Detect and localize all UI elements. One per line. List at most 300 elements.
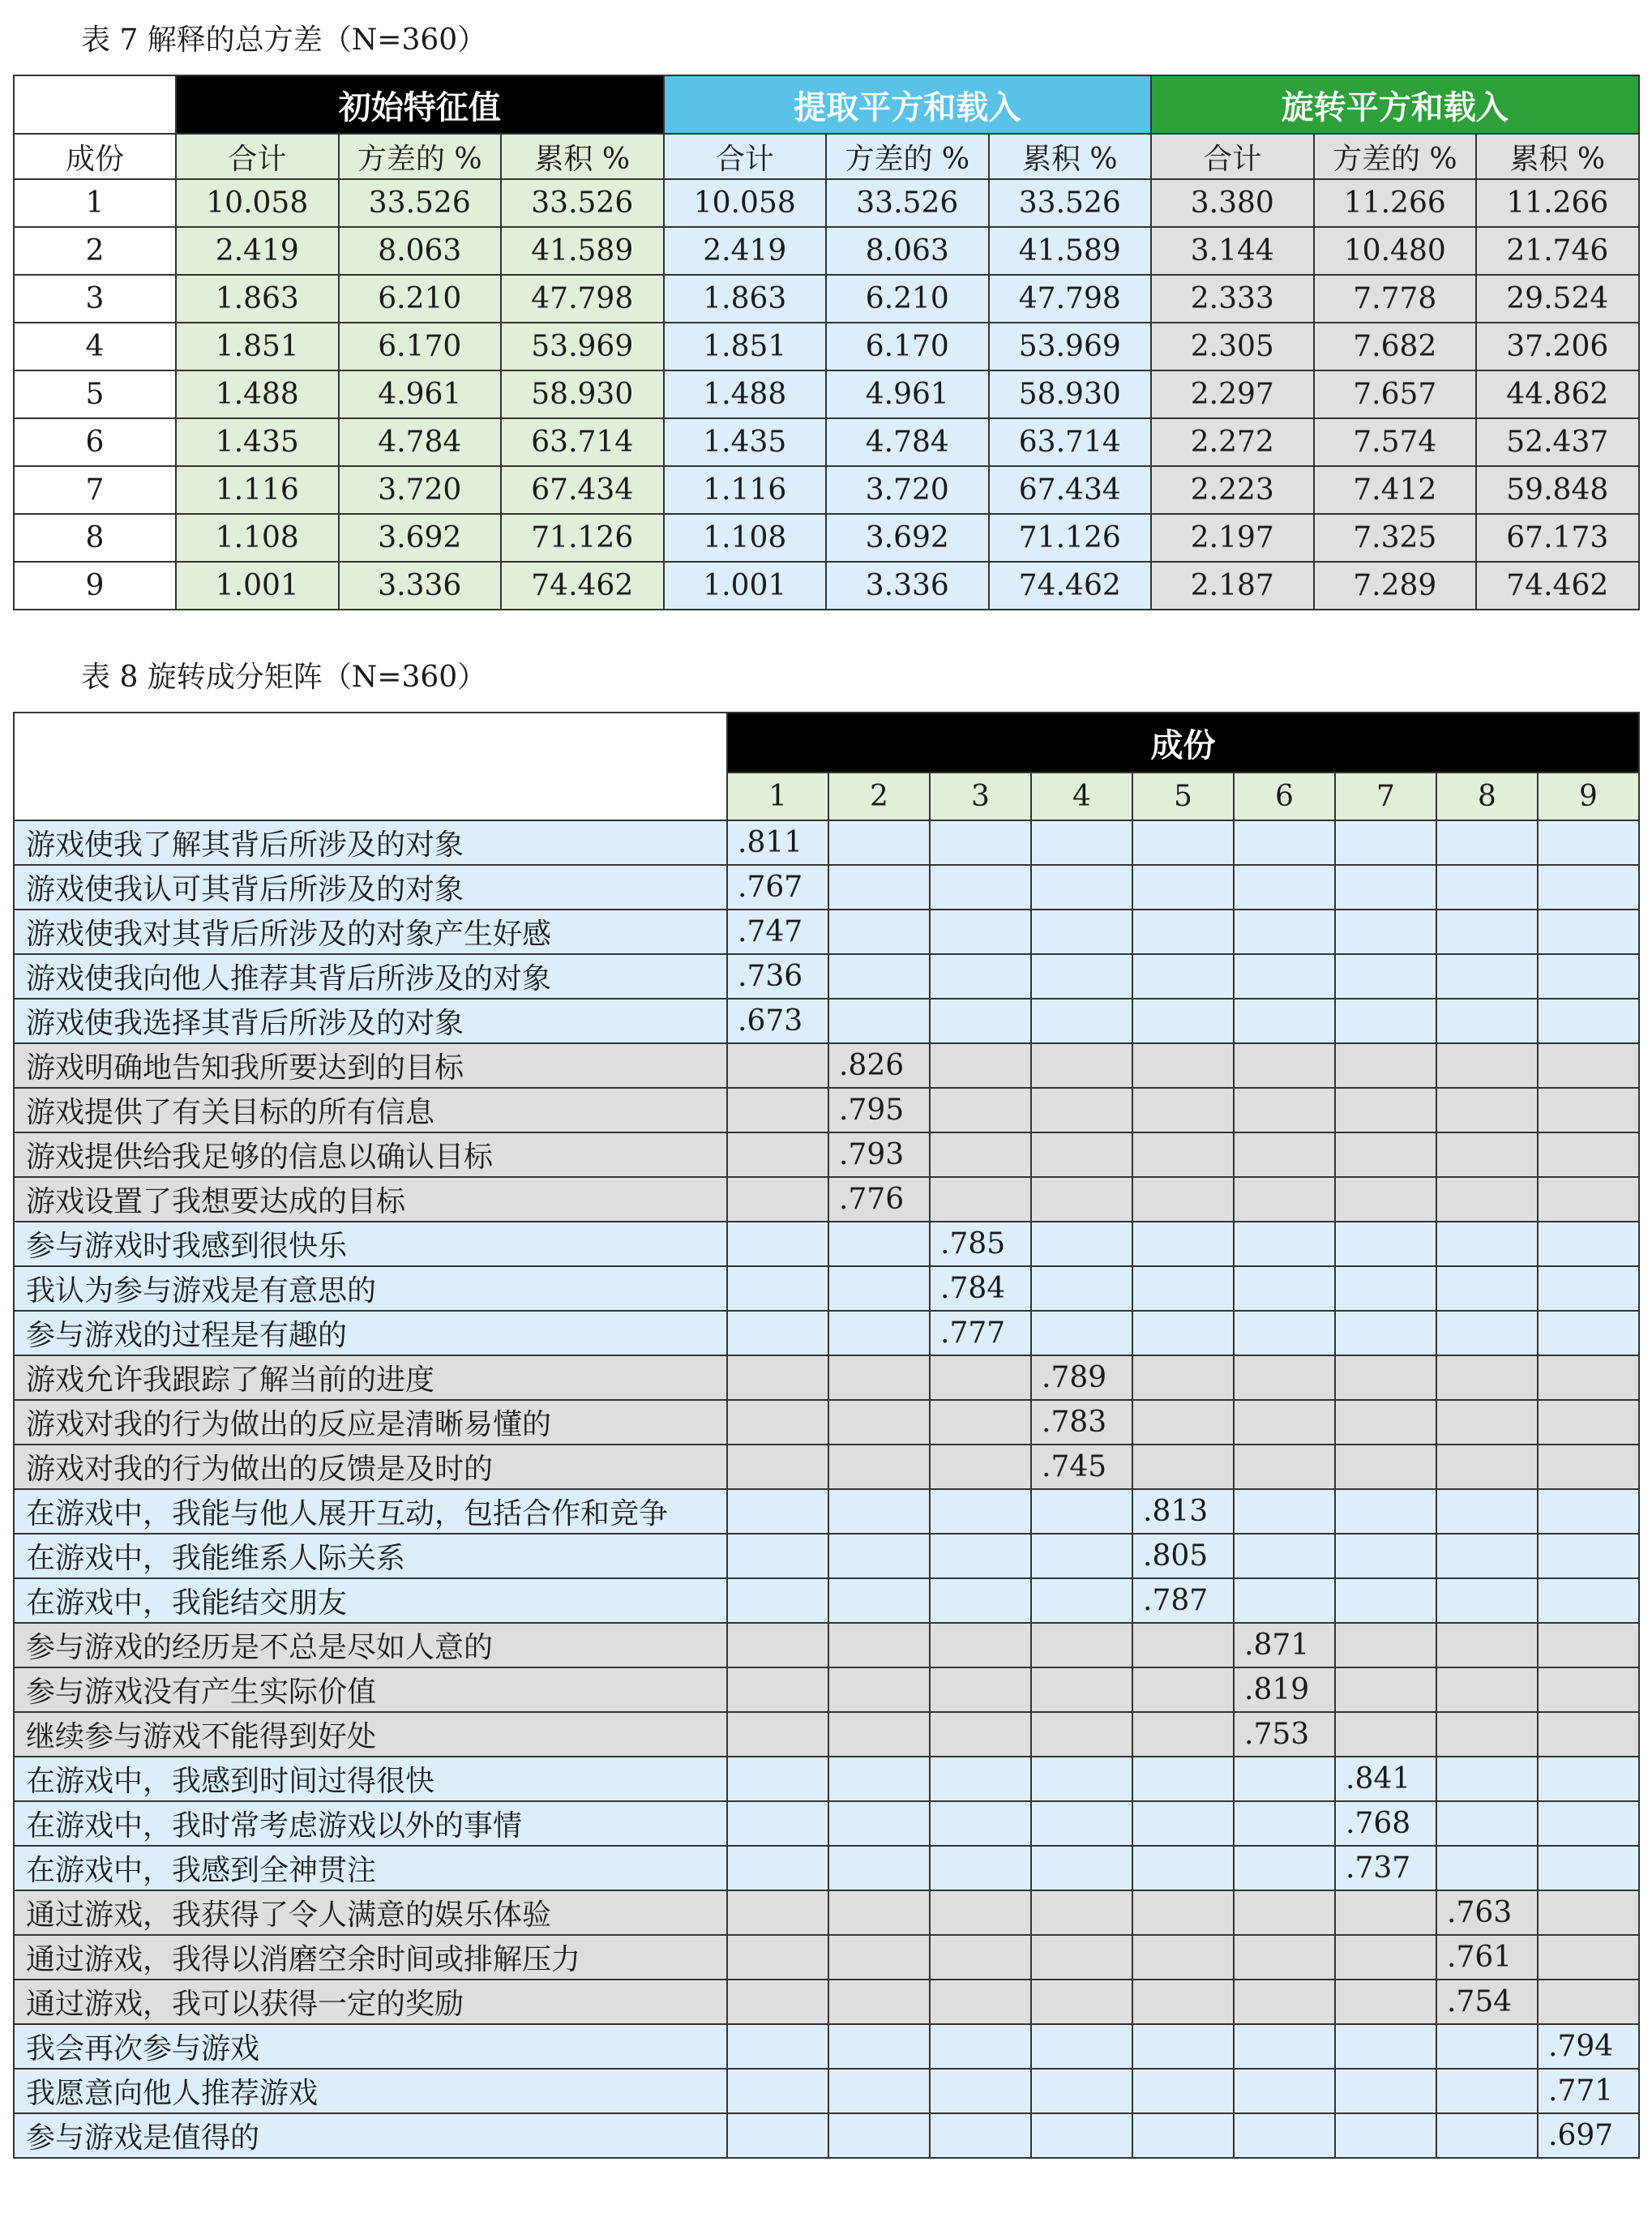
value-cell: 8.063 bbox=[339, 227, 502, 275]
empty-cell bbox=[727, 1534, 828, 1578]
empty-cell bbox=[1234, 2113, 1335, 2158]
table-row bbox=[14, 1623, 1639, 1667]
value-cell: 3.144 bbox=[1151, 227, 1314, 275]
subheader-cell: 累积 % bbox=[989, 134, 1152, 179]
empty-cell bbox=[1234, 1043, 1335, 1088]
empty-cell bbox=[727, 1712, 828, 1757]
empty-cell bbox=[828, 1980, 930, 2024]
value-cell: 74.462 bbox=[1476, 562, 1639, 610]
empty-cell bbox=[1335, 1489, 1436, 1534]
empty-cell bbox=[1132, 1445, 1234, 1489]
empty-cell bbox=[930, 1846, 1031, 1890]
subheader-cell: 合计 bbox=[664, 134, 827, 179]
value-cell: 3.336 bbox=[826, 562, 989, 610]
empty-cell bbox=[1538, 910, 1639, 954]
empty-cell bbox=[1234, 865, 1335, 910]
value-cell: 1.435 bbox=[664, 418, 827, 466]
empty-cell bbox=[930, 2024, 1031, 2069]
empty-cell bbox=[1031, 1534, 1132, 1578]
empty-cell bbox=[1031, 1757, 1132, 1801]
value-cell: 2.223 bbox=[1151, 466, 1314, 514]
empty-cell bbox=[1031, 2024, 1132, 2069]
empty-cell bbox=[727, 1846, 828, 1890]
empty-cell bbox=[828, 1355, 930, 1400]
item-text: 游戏允许我跟踪了解当前的进度 bbox=[14, 1355, 727, 1400]
table-row bbox=[14, 1935, 1639, 1980]
value-cell: 59.848 bbox=[1476, 466, 1639, 514]
empty-cell bbox=[1436, 2024, 1538, 2069]
empty-cell bbox=[727, 2113, 828, 2158]
empty-cell bbox=[930, 1177, 1031, 1222]
empty-cell bbox=[1436, 1132, 1538, 1177]
item-text: 游戏明确地告知我所要达到的目标 bbox=[14, 1043, 727, 1088]
empty-cell bbox=[828, 1623, 930, 1667]
table-row bbox=[14, 1088, 1639, 1132]
value-cell: 1.488 bbox=[664, 370, 827, 418]
value-cell: 7.412 bbox=[1314, 466, 1477, 514]
item-text: 继续参与游戏不能得到好处 bbox=[14, 1712, 727, 1757]
empty-cell bbox=[1538, 1445, 1639, 1489]
empty-cell bbox=[828, 1400, 930, 1445]
empty-cell bbox=[1031, 999, 1132, 1043]
loading-value: .789 bbox=[1031, 1355, 1132, 1400]
empty-cell bbox=[828, 865, 930, 910]
value-cell: 33.526 bbox=[989, 179, 1152, 227]
empty-cell bbox=[1436, 1088, 1538, 1132]
empty-cell bbox=[930, 1801, 1031, 1846]
empty-cell bbox=[1436, 2069, 1538, 2113]
item-text: 游戏提供给我足够的信息以确认目标 bbox=[14, 1132, 727, 1177]
empty-cell bbox=[1031, 954, 1132, 999]
value-cell: 47.798 bbox=[989, 275, 1152, 323]
empty-cell bbox=[1436, 1177, 1538, 1222]
value-cell: 3.720 bbox=[339, 466, 502, 514]
component-number: 7 bbox=[1335, 773, 1436, 820]
empty-cell bbox=[1335, 1935, 1436, 1980]
loading-value: .777 bbox=[930, 1311, 1031, 1355]
empty-cell bbox=[828, 1846, 930, 1890]
empty-cell bbox=[1538, 999, 1639, 1043]
item-text: 我愿意向他人推荐游戏 bbox=[14, 2069, 727, 2113]
component-number: 8 bbox=[1436, 773, 1538, 820]
table-row bbox=[14, 1534, 1639, 1578]
empty-cell bbox=[1538, 1266, 1639, 1311]
value-cell: 6.210 bbox=[339, 275, 502, 323]
empty-cell bbox=[1436, 1311, 1538, 1355]
loading-value: .697 bbox=[1538, 2113, 1639, 2158]
table-row bbox=[14, 2069, 1639, 2113]
value-cell: 7.682 bbox=[1314, 323, 1477, 370]
value-cell: 37.206 bbox=[1476, 323, 1639, 370]
empty-cell bbox=[828, 910, 930, 954]
empty-cell bbox=[1436, 1489, 1538, 1534]
value-cell: 29.524 bbox=[1476, 275, 1639, 323]
empty-cell bbox=[1132, 2024, 1234, 2069]
item-text: 通过游戏，我可以获得一定的奖励 bbox=[14, 1980, 727, 2024]
value-cell: 1.108 bbox=[664, 514, 827, 562]
value-cell: 21.746 bbox=[1476, 227, 1639, 275]
empty-cell bbox=[828, 1222, 930, 1266]
empty-cell bbox=[1132, 1266, 1234, 1311]
empty-cell bbox=[828, 1311, 930, 1355]
loading-value: .754 bbox=[1436, 1980, 1538, 2024]
empty-cell bbox=[1538, 1578, 1639, 1623]
empty-cell bbox=[1234, 1846, 1335, 1890]
item-text: 在游戏中，我能维系人际关系 bbox=[14, 1534, 727, 1578]
empty-cell bbox=[1335, 1088, 1436, 1132]
empty-cell bbox=[727, 1311, 828, 1355]
value-cell: 74.462 bbox=[989, 562, 1152, 610]
loading-value: .794 bbox=[1538, 2024, 1639, 2069]
empty-cell bbox=[1234, 2024, 1335, 2069]
empty-cell bbox=[1538, 1177, 1639, 1222]
empty-cell bbox=[1031, 1177, 1132, 1222]
empty-cell bbox=[1538, 1667, 1639, 1712]
empty-cell bbox=[1436, 2113, 1538, 2158]
empty-cell bbox=[727, 1177, 828, 1222]
component-number: 3 bbox=[14, 275, 176, 323]
value-cell: 2.297 bbox=[1151, 370, 1314, 418]
empty-cell bbox=[727, 1400, 828, 1445]
empty-cell bbox=[1335, 954, 1436, 999]
item-text: 在游戏中，我时常考虑游戏以外的事情 bbox=[14, 1801, 727, 1846]
empty-cell bbox=[727, 1132, 828, 1177]
empty-cell bbox=[1335, 1222, 1436, 1266]
component-header: 成份 bbox=[14, 134, 176, 179]
component-number: 6 bbox=[1234, 773, 1335, 820]
loading-value: .745 bbox=[1031, 1445, 1132, 1489]
component-number: 9 bbox=[1538, 773, 1639, 820]
empty-cell bbox=[727, 1445, 828, 1489]
empty-cell bbox=[1234, 1222, 1335, 1266]
value-cell: 33.526 bbox=[826, 179, 989, 227]
empty-cell bbox=[1335, 1623, 1436, 1667]
empty-cell bbox=[828, 1801, 930, 1846]
loading-value: .763 bbox=[1436, 1890, 1538, 1935]
empty-cell bbox=[828, 1890, 930, 1935]
empty-cell bbox=[727, 1980, 828, 2024]
empty-cell bbox=[1538, 1489, 1639, 1534]
value-cell: 3.720 bbox=[826, 466, 989, 514]
empty-cell bbox=[1031, 1088, 1132, 1132]
component-number: 9 bbox=[14, 562, 176, 610]
value-cell: 1.863 bbox=[176, 275, 339, 323]
item-text: 通过游戏，我得以消磨空余时间或排解压力 bbox=[14, 1935, 727, 1980]
empty-cell bbox=[1436, 1757, 1538, 1801]
value-cell: 10.480 bbox=[1314, 227, 1477, 275]
empty-cell bbox=[1132, 1132, 1234, 1177]
value-cell: 2.197 bbox=[1151, 514, 1314, 562]
empty-cell bbox=[1031, 910, 1132, 954]
table-row bbox=[14, 910, 1639, 954]
value-cell: 33.526 bbox=[339, 179, 502, 227]
empty-cell bbox=[828, 1534, 930, 1578]
empty-cell bbox=[930, 1757, 1031, 1801]
table-row bbox=[14, 1177, 1639, 1222]
empty-cell bbox=[1031, 1623, 1132, 1667]
loading-value: .767 bbox=[727, 865, 828, 910]
subheader-cell: 累积 % bbox=[1476, 134, 1639, 179]
empty-cell bbox=[1436, 1534, 1538, 1578]
empty-cell bbox=[1132, 2069, 1234, 2113]
value-cell: 3.692 bbox=[339, 514, 502, 562]
value-cell: 2.419 bbox=[664, 227, 827, 275]
empty-cell bbox=[1132, 820, 1234, 865]
empty-cell bbox=[1132, 1623, 1234, 1667]
empty-cell bbox=[1031, 1980, 1132, 2024]
empty-cell bbox=[1335, 1177, 1436, 1222]
empty-cell bbox=[1335, 1132, 1436, 1177]
value-cell: 4.784 bbox=[339, 418, 502, 466]
loading-value: .841 bbox=[1335, 1757, 1436, 1801]
table-row bbox=[14, 1712, 1639, 1757]
empty-cell bbox=[1234, 2069, 1335, 2113]
value-cell: 4.961 bbox=[826, 370, 989, 418]
component-number: 2 bbox=[828, 773, 930, 820]
empty-cell bbox=[1335, 999, 1436, 1043]
empty-cell bbox=[1436, 1712, 1538, 1757]
empty-cell bbox=[1132, 1311, 1234, 1355]
empty-cell bbox=[930, 1445, 1031, 1489]
empty-cell bbox=[1335, 820, 1436, 865]
empty-cell bbox=[1031, 1266, 1132, 1311]
table-row bbox=[14, 1667, 1639, 1712]
empty-cell bbox=[727, 1801, 828, 1846]
empty-cell bbox=[1335, 1445, 1436, 1489]
value-cell: 71.126 bbox=[501, 514, 664, 562]
empty-cell bbox=[1436, 1400, 1538, 1445]
value-cell: 41.589 bbox=[989, 227, 1152, 275]
value-cell: 4.961 bbox=[339, 370, 502, 418]
empty-cell bbox=[1132, 1043, 1234, 1088]
empty-cell bbox=[1538, 1355, 1639, 1400]
table-row bbox=[14, 1846, 1639, 1890]
table-row bbox=[14, 370, 1639, 418]
empty-cell bbox=[1335, 2024, 1436, 2069]
item-text: 参与游戏的经历是不总是尽如人意的 bbox=[14, 1623, 727, 1667]
value-cell: 67.434 bbox=[989, 466, 1152, 514]
empty-cell bbox=[1234, 1445, 1335, 1489]
empty-cell bbox=[1436, 910, 1538, 954]
value-cell: 1.001 bbox=[176, 562, 339, 610]
value-cell: 33.526 bbox=[501, 179, 664, 227]
item-text: 游戏使我选择其背后所涉及的对象 bbox=[14, 999, 727, 1043]
empty-cell bbox=[1234, 954, 1335, 999]
table-row bbox=[14, 1890, 1639, 1935]
empty-cell bbox=[1436, 865, 1538, 910]
value-cell: 3.380 bbox=[1151, 179, 1314, 227]
loading-value: .783 bbox=[1031, 1400, 1132, 1445]
empty-cell bbox=[1335, 2113, 1436, 2158]
table-row bbox=[14, 466, 1639, 514]
empty-cell bbox=[1031, 2069, 1132, 2113]
item-text: 参与游戏是值得的 bbox=[14, 2113, 727, 2158]
table-row bbox=[14, 179, 1639, 227]
item-text: 在游戏中，我能与他人展开互动，包括合作和竞争 bbox=[14, 1489, 727, 1534]
item-text: 游戏使我对其背后所涉及的对象产生好感 bbox=[14, 910, 727, 954]
empty-cell bbox=[1335, 1890, 1436, 1935]
empty-cell bbox=[1335, 865, 1436, 910]
value-cell: 71.126 bbox=[989, 514, 1152, 562]
empty-cell bbox=[828, 954, 930, 999]
table-row bbox=[14, 1132, 1639, 1177]
subheader-cell: 方差的 % bbox=[826, 134, 989, 179]
empty-cell bbox=[727, 1623, 828, 1667]
value-cell: 53.969 bbox=[989, 323, 1152, 370]
value-cell: 1.851 bbox=[176, 323, 339, 370]
loading-value: .753 bbox=[1234, 1712, 1335, 1757]
loading-value: .805 bbox=[1132, 1534, 1234, 1578]
empty-cell bbox=[1132, 954, 1234, 999]
group-header-extraction: 提取平方和载入 bbox=[664, 75, 1152, 134]
loading-value: .737 bbox=[1335, 1846, 1436, 1890]
empty-cell bbox=[1538, 1935, 1639, 1980]
empty-cell bbox=[828, 1757, 930, 1801]
value-cell: 44.862 bbox=[1476, 370, 1639, 418]
empty-cell bbox=[1335, 1578, 1436, 1623]
empty-cell bbox=[1031, 1712, 1132, 1757]
value-cell: 6.170 bbox=[339, 323, 502, 370]
subheader-cell: 合计 bbox=[176, 134, 339, 179]
empty-cell bbox=[930, 1890, 1031, 1935]
empty-cell bbox=[1031, 1801, 1132, 1846]
empty-cell bbox=[727, 1489, 828, 1534]
table-row bbox=[14, 1578, 1639, 1623]
empty-cell bbox=[1436, 1801, 1538, 1846]
empty-cell bbox=[930, 910, 1031, 954]
empty-cell bbox=[1538, 1132, 1639, 1177]
table-row bbox=[14, 2024, 1639, 2069]
item-text: 游戏使我向他人推荐其背后所涉及的对象 bbox=[14, 954, 727, 999]
value-cell: 67.173 bbox=[1476, 514, 1639, 562]
empty-cell bbox=[1234, 910, 1335, 954]
empty-cell bbox=[727, 2024, 828, 2069]
empty-cell bbox=[1436, 999, 1538, 1043]
empty-cell bbox=[1234, 1534, 1335, 1578]
empty-cell bbox=[727, 1935, 828, 1980]
empty-cell bbox=[1335, 1266, 1436, 1311]
empty-cell bbox=[1031, 1578, 1132, 1623]
empty-cell bbox=[727, 1667, 828, 1712]
empty-cell bbox=[1335, 1667, 1436, 1712]
corner-cell bbox=[14, 713, 727, 820]
empty-cell bbox=[1132, 1355, 1234, 1400]
empty-cell bbox=[1436, 1043, 1538, 1088]
empty-cell bbox=[1031, 2113, 1132, 2158]
empty-cell bbox=[828, 2113, 930, 2158]
value-cell: 7.574 bbox=[1314, 418, 1477, 466]
empty-cell bbox=[1335, 2069, 1436, 2113]
rotated-component-matrix bbox=[13, 712, 1640, 2159]
value-cell: 4.784 bbox=[826, 418, 989, 466]
value-cell: 11.266 bbox=[1476, 179, 1639, 227]
value-cell: 7.657 bbox=[1314, 370, 1477, 418]
value-cell: 1.435 bbox=[176, 418, 339, 466]
empty-cell bbox=[1234, 1311, 1335, 1355]
loading-value: .813 bbox=[1132, 1489, 1234, 1534]
table-row bbox=[14, 1489, 1639, 1534]
item-text: 我认为参与游戏是有意思的 bbox=[14, 1266, 727, 1311]
component-number: 8 bbox=[14, 514, 176, 562]
loading-value: .784 bbox=[930, 1266, 1031, 1311]
empty-cell bbox=[1132, 1890, 1234, 1935]
value-cell: 47.798 bbox=[501, 275, 664, 323]
empty-cell bbox=[1234, 1578, 1335, 1623]
value-cell: 1.863 bbox=[664, 275, 827, 323]
value-cell: 63.714 bbox=[501, 418, 664, 466]
value-cell: 6.170 bbox=[826, 323, 989, 370]
empty-cell bbox=[930, 1489, 1031, 1534]
item-text: 参与游戏时我感到很快乐 bbox=[14, 1222, 727, 1266]
component-number: 2 bbox=[14, 227, 176, 275]
group-header-initial: 初始特征值 bbox=[176, 75, 664, 134]
value-cell: 58.930 bbox=[989, 370, 1152, 418]
value-cell: 63.714 bbox=[989, 418, 1152, 466]
empty-cell bbox=[1538, 1801, 1639, 1846]
empty-cell bbox=[930, 1623, 1031, 1667]
subheader-cell: 合计 bbox=[1151, 134, 1314, 179]
table-row bbox=[14, 418, 1639, 466]
empty-cell bbox=[1538, 1623, 1639, 1667]
empty-cell bbox=[1031, 1311, 1132, 1355]
empty-cell bbox=[930, 1534, 1031, 1578]
value-cell: 2.419 bbox=[176, 227, 339, 275]
component-number: 6 bbox=[14, 418, 176, 466]
value-cell: 2.272 bbox=[1151, 418, 1314, 466]
empty-cell bbox=[1234, 1355, 1335, 1400]
value-cell: 8.063 bbox=[826, 227, 989, 275]
empty-cell bbox=[930, 865, 1031, 910]
value-cell: 2.333 bbox=[1151, 275, 1314, 323]
empty-cell bbox=[930, 954, 1031, 999]
table8-caption: 表 8 旋转成分矩阵（N=360） bbox=[81, 661, 487, 694]
empty-cell bbox=[1538, 1088, 1639, 1132]
empty-cell bbox=[727, 2069, 828, 2113]
table-row bbox=[14, 999, 1639, 1043]
table-row bbox=[14, 562, 1639, 610]
empty-cell bbox=[1031, 820, 1132, 865]
empty-cell bbox=[828, 2069, 930, 2113]
value-cell: 74.462 bbox=[501, 562, 664, 610]
item-text: 游戏使我了解其背后所涉及的对象 bbox=[14, 820, 727, 865]
empty-cell bbox=[828, 1667, 930, 1712]
value-cell: 2.305 bbox=[1151, 323, 1314, 370]
empty-cell bbox=[1538, 1980, 1639, 2024]
empty-cell bbox=[1335, 1311, 1436, 1355]
corner-cell bbox=[14, 75, 176, 134]
value-cell: 7.325 bbox=[1314, 514, 1477, 562]
empty-cell bbox=[1132, 1177, 1234, 1222]
value-cell: 1.108 bbox=[176, 514, 339, 562]
empty-cell bbox=[1335, 1400, 1436, 1445]
empty-cell bbox=[930, 999, 1031, 1043]
empty-cell bbox=[1031, 1132, 1132, 1177]
empty-cell bbox=[727, 1266, 828, 1311]
empty-cell bbox=[1132, 1801, 1234, 1846]
empty-cell bbox=[1234, 1177, 1335, 1222]
empty-cell bbox=[1031, 1846, 1132, 1890]
empty-cell bbox=[1436, 1445, 1538, 1489]
item-text: 在游戏中，我感到时间过得很快 bbox=[14, 1757, 727, 1801]
empty-cell bbox=[1538, 1712, 1639, 1757]
table7-caption: 表 7 解释的总方差（N=360） bbox=[81, 24, 487, 57]
empty-cell bbox=[1234, 1489, 1335, 1534]
empty-cell bbox=[1234, 1890, 1335, 1935]
value-cell: 1.116 bbox=[664, 466, 827, 514]
empty-cell bbox=[1132, 1400, 1234, 1445]
table-row bbox=[14, 1355, 1639, 1400]
value-cell: 10.058 bbox=[664, 179, 827, 227]
